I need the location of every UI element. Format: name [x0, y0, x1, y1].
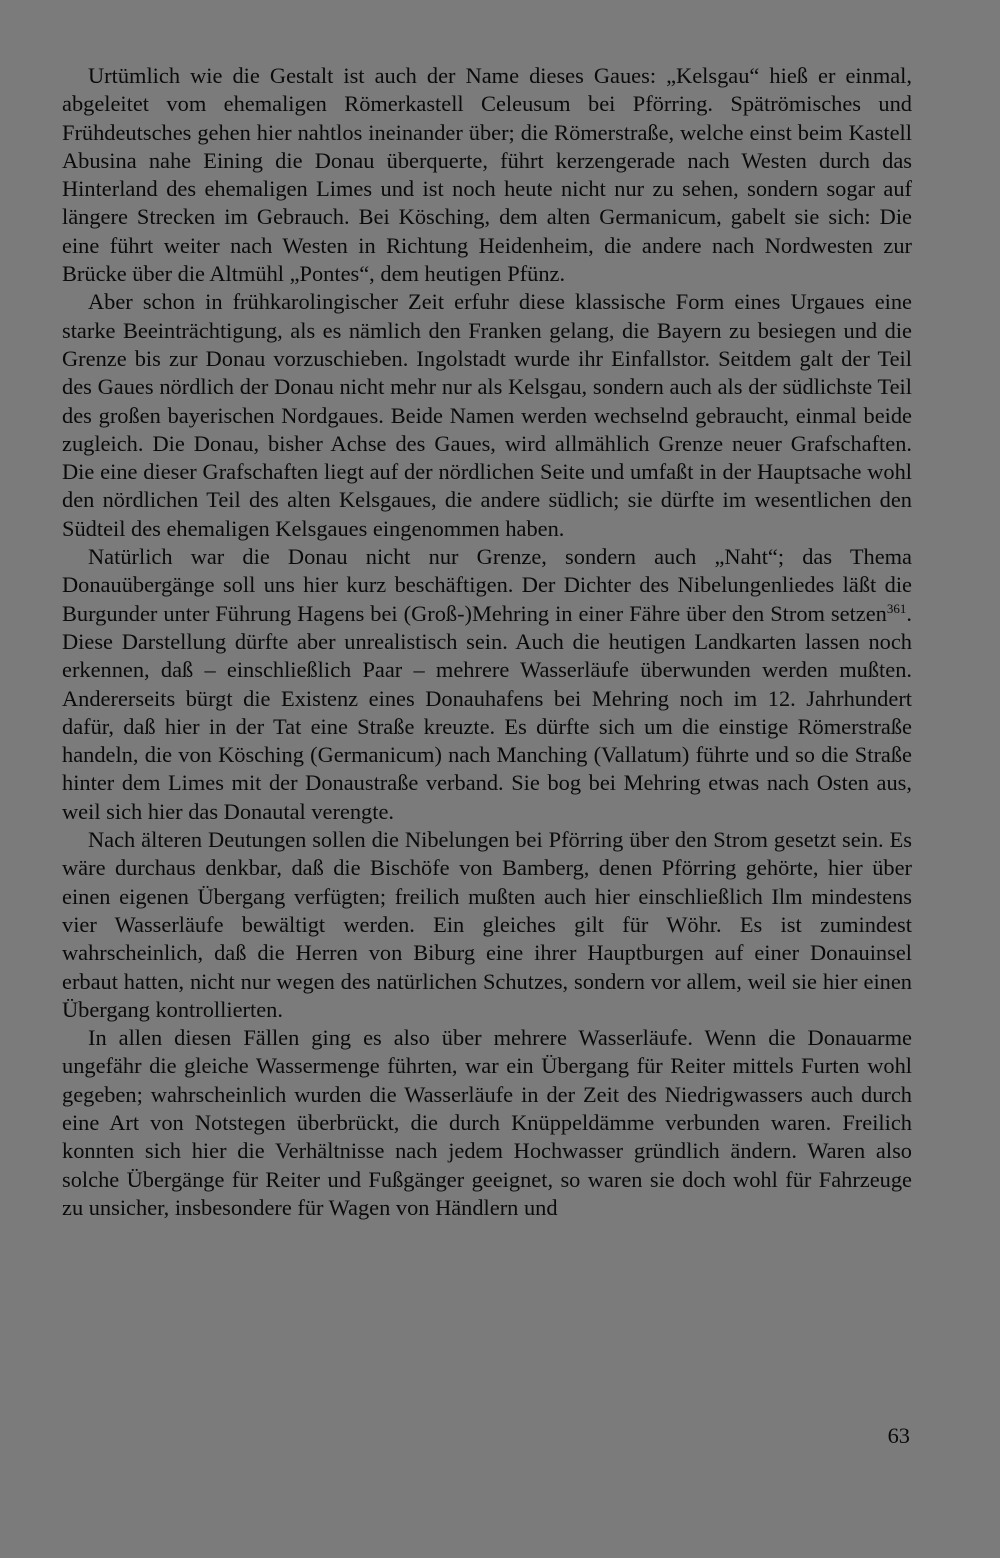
paragraph-frankish-period: Aber schon in frühkarolingischer Zeit erfuhr diese klassische Form eines Urgaues eine starke Beeinträchtigung, als es nämlich den Franken gelang, die Bayern zu besiegen und die Grenze bis zur Donau vorzuschieben. Ingolstadt wurde ihr Einfallstor. Seitdem galt der Teil des Gaues nördlich der Donau nicht mehr nur als Kelsgau, sondern auch als der südlichste Teil des großen bayerischen Nordgaues. Beide Namen werden wechselnd gebraucht, einmal beide zugleich. Die Donau, bisher Achse des Gaues, wird allmählich Grenze neuer Grafschaften. Die eine dieser Grafschaften liegt auf der nördlichen Seite und umfaßt in der Hauptsache wohl den nördlichen Teil des alten Kelsgaues, die andere südlich; sie dürfte im wesentlichen den Südteil des ehemaligen Kelsgaues eingenommen haben.: [62, 289, 912, 541]
paragraph-danube-crossings: [62, 543, 912, 826]
paragraph-water-courses: In allen diesen Fällen ging es also über mehrere Wasserläufe. Wenn die Donauarme ungefähr die gleiche Wassermenge führten, war ein Übergang für Reiter mittels Furten wohl gegeben; wahrscheinlich wurden die Wasserläufe in der Zeit des Niedrigwassers auch durch eine Art von Notstegen überbrückt, die durch Knüppeldämme verbunden waren. Freilich konnten sich hier die Verhältnisse nach jedem Hochwasser gründlich ändern. Waren also solche Übergänge für Reiter und Fußgänger geeignet, so waren sie doch wohl für Fahrzeuge zu unsicher, insbesondere für Wagen von Händlern und: [62, 1025, 912, 1220]
paragraph-kelsgau-name: Urtümlich wie die Gestalt ist auch der Name dieses Gaues: „Kelsgau“ hieß er einmal, abgeleitet vom ehemaligen Römerkastell Celeusum bei Pförring. Spätrömisches und Frühdeutsches gehen hier nahtlos ineinander über; die Römerstraße, welche einst beim Kastell Abusina nahe Eining die Donau überquerte, führt kerzengerade nach Westen durch das Hinterland des ehemaligen Limes und ist noch heute nicht nur zu sehen, sondern sogar auf längere Strecken im Gebrauch. Bei Kösching, dem alten Germanicum, gabelt sie sich: Die eine führt weiter nach Westen in Richtung Heidenheim, die andere nach Nordwesten zur Brücke über die Altmühl „Pontes“, dem heutigen Pfünz.: [62, 63, 912, 287]
paragraph-nibelungen-pfoerring: Nach älteren Deutungen sollen die Nibelungen bei Pförring über den Strom gesetzt sein. Es wäre durchaus denkbar, daß die Bischöfe von Bamberg, denen Pförring gehörte, hier über einen eigenen Übergang verfügten; freilich mußten auch hier einschließlich Ilm mindestens vier Wasserläufe bewältigt werden. Ein gleiches gilt für Wöhr. Es ist zumindest wahrscheinlich, daß die Herren von Biburg eine ihrer Hauptburgen auf einer Donauinsel erbaut hatten, nicht nur wegen des natürlichen Schutzes, sondern vor allem, weil sie hier einen Übergang kontrollierten.: [62, 827, 912, 1022]
page-text: [62, 62, 912, 1222]
paragraph-text-part: Natürlich war die Donau nicht nur Grenze, sondern auch „Naht“; das Thema Donauübergänge soll uns hier kurz beschäftigen. Der Dichter des Nibelungenliedes läßt die Burgunder unter Führung Hagens bei (Groß-)Mehring in einer Fähre über den Strom setzen: [62, 544, 912, 626]
page-number: 63: [887, 1423, 910, 1448]
footnote-reference: 361: [886, 600, 907, 616]
paragraph-text-part: . Diese Darstellung dürfte aber unrealistisch sein. Auch die heutigen Landkarten lassen noch erkennen, daß – einschließlich Paar – mehrere Wasserläufe überwunden werden mußten. Andererseits bürgt die Existenz eines Donauhafens bei Mehring noch im 12. Jahrhundert dafür, daß hier in der Tat eine Straße kreuzte. Es dürfte sich um die einstige Römerstraße handeln, die von Kösching (Germanicum) nach Manching (Vallatum) führte und so die Straße hinter dem Limes mit der Donaustraße verband. Sie bog bei Mehring etwas nach Osten aus, weil sich hier das Donautal verengte.: [62, 600, 912, 824]
